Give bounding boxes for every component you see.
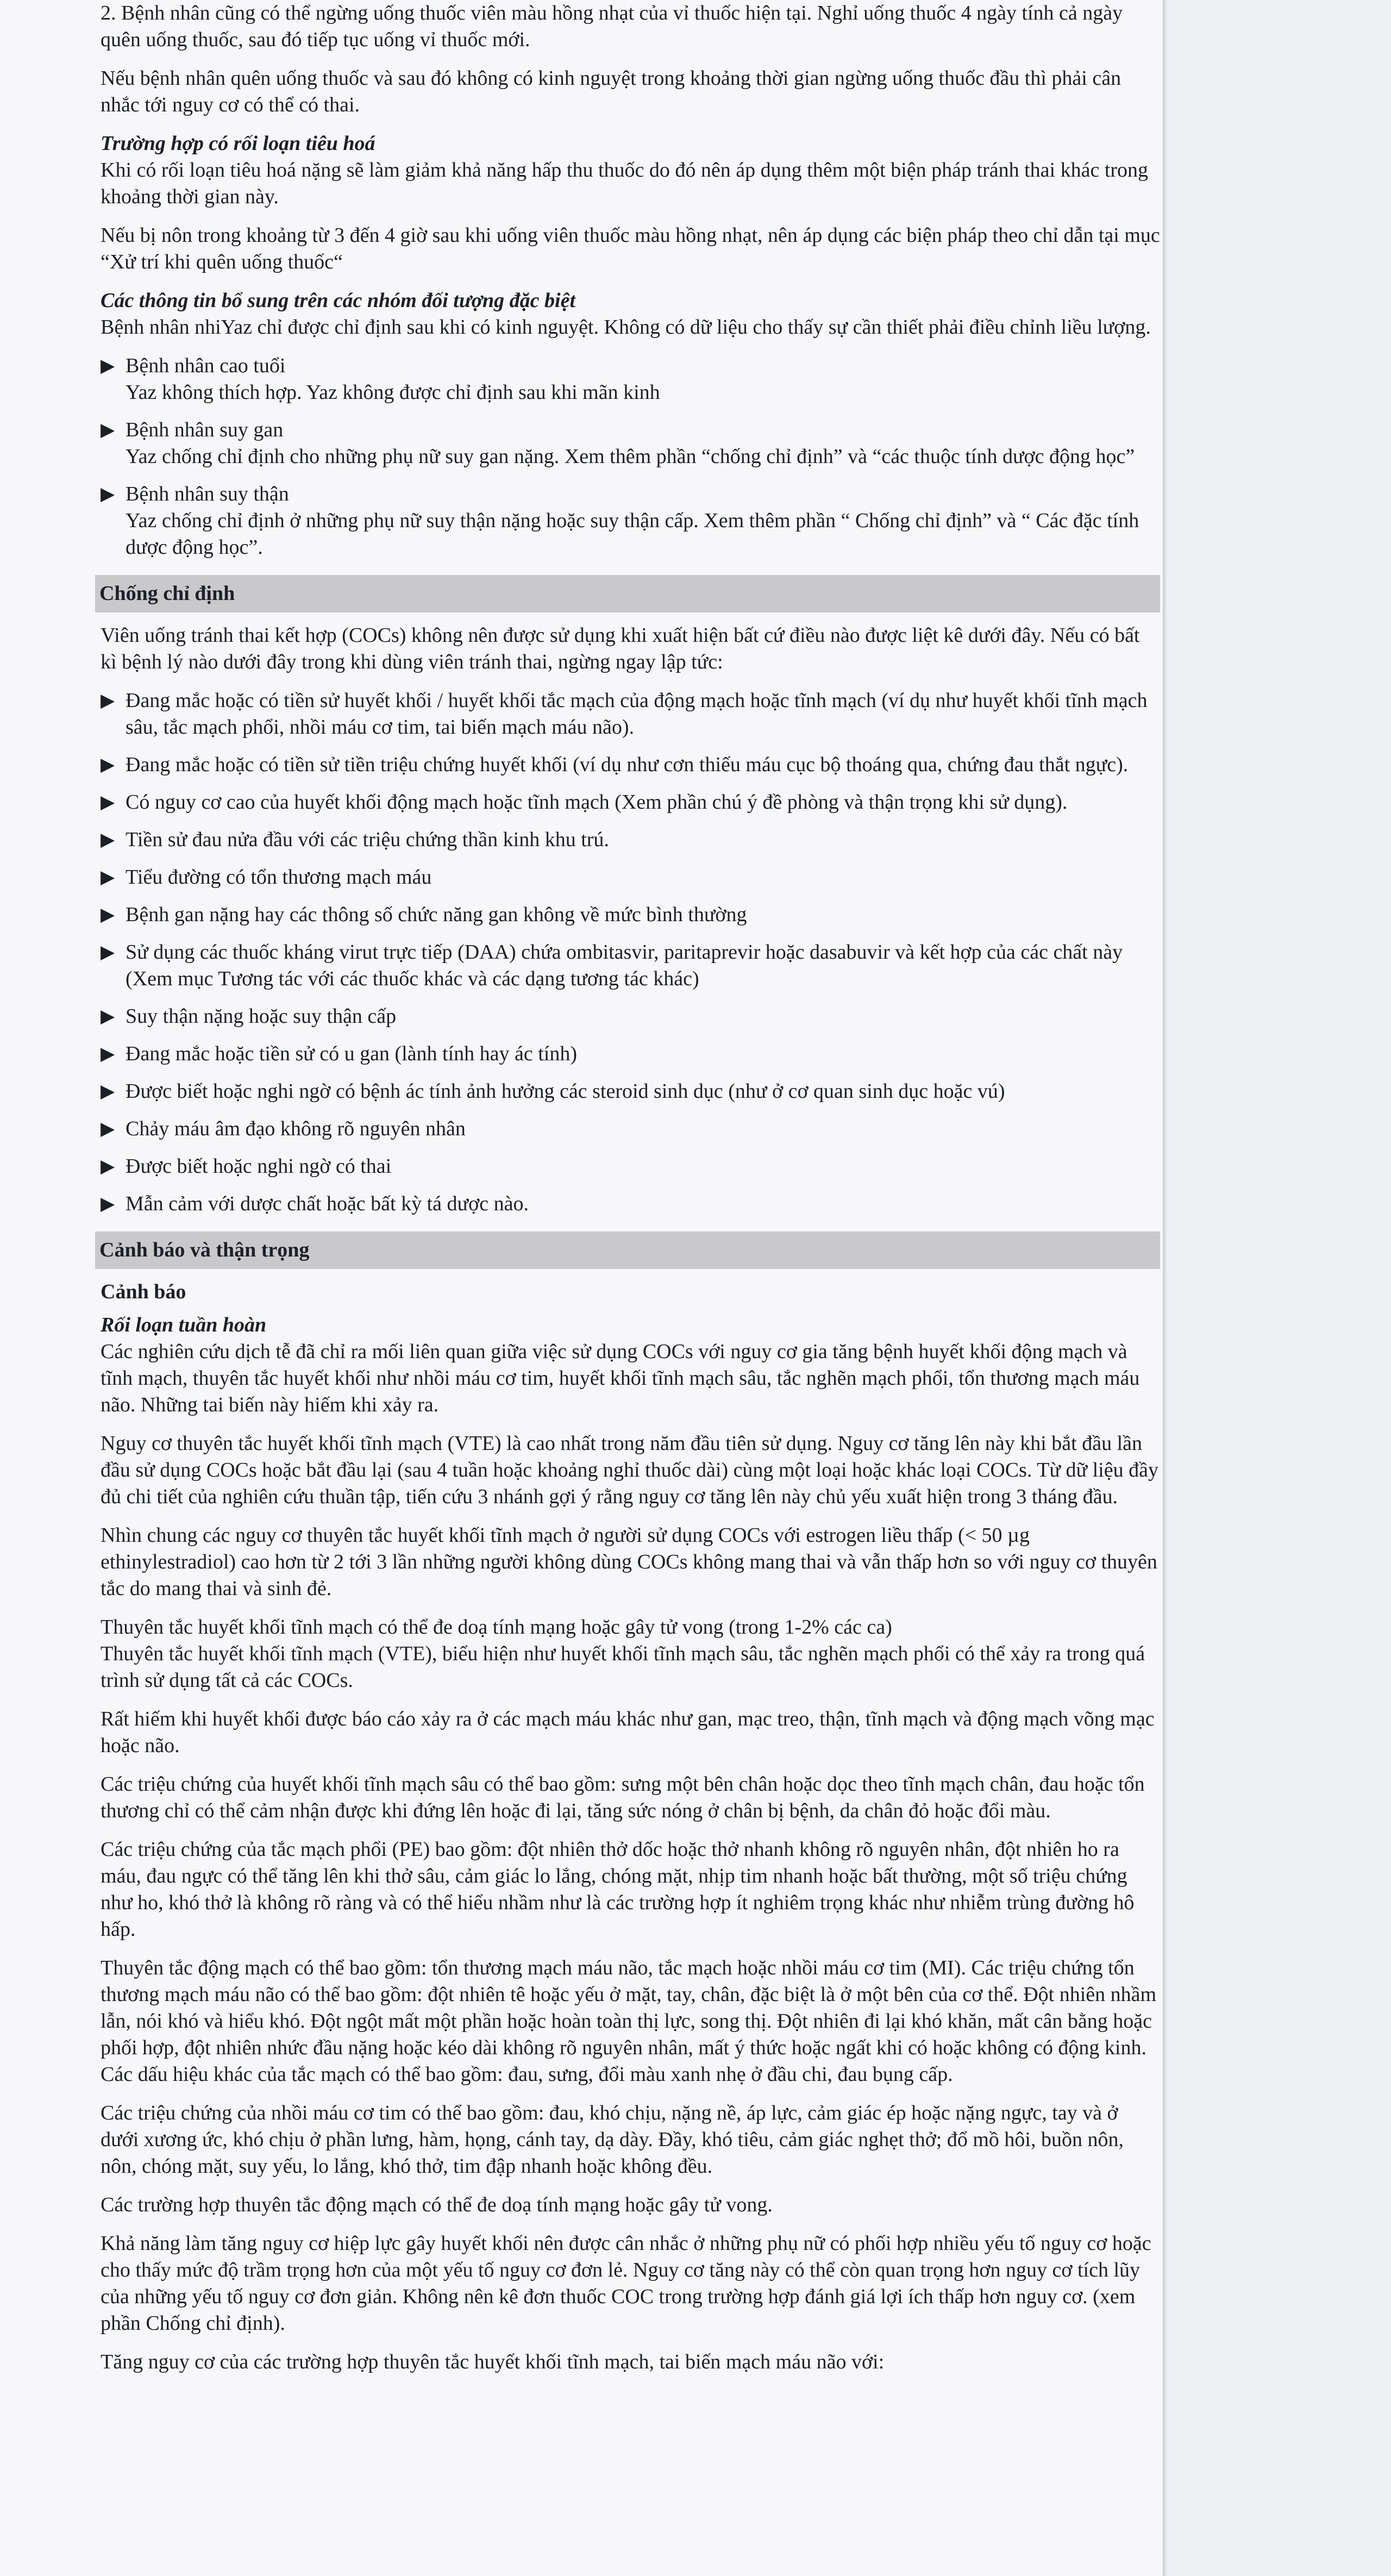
triangle-bullet-icon: ▶ [101, 755, 115, 775]
leaflet-text [101, 0, 1160, 2375]
triangle-bullet-icon: ▶ [101, 830, 115, 850]
triangle-bullet-icon: ▶ [101, 905, 115, 925]
paragraph: Rất hiếm khi huyết khối được báo cáo xảy ra ở các mạch máu khác như gan, mạc treo, thận, tĩnh mạch và động mạch võng mạc hoặc não. [101, 1708, 1155, 1757]
list-item [101, 752, 1160, 778]
list-item [101, 1191, 1160, 1217]
list-item [101, 864, 1160, 891]
list-item [101, 1041, 1160, 1067]
triangle-bullet-icon: ▶ [101, 1081, 115, 1102]
triangle-bullet-icon: ▶ [101, 484, 115, 504]
list-item-text: Đang mắc hoặc có tiền sử tiền triệu chứng huyết khối (ví dụ như cơn thiếu máu cục bộ thoáng qua, chứng đau thắt ngực). [126, 753, 1129, 776]
triangle-bullet-icon: ▶ [101, 356, 115, 376]
triangle-bullet-icon: ▶ [101, 1194, 115, 1214]
list-item [101, 687, 1160, 741]
paragraph: Khả năng làm tăng nguy cơ hiệp lực gây huyết khối nên được cân nhắc ở những phụ nữ có phối hợp nhiều yếu tố nguy cơ hoặc cho thấy mức độ trầm trọng hơn của một yếu tố nguy cơ đơn lẻ. Nguy cơ tăng này có thể còn quan trọng hơn nguy cơ tích lũy của những yếu tố nguy cơ đơn giản. Không nên kê đơn thuốc COC trong trường hợp đánh giá lợi ích thấp hơn nguy cơ. (xem phần Chống chỉ định). [101, 2232, 1151, 2335]
triangle-bullet-icon: ▶ [101, 420, 115, 440]
circulatory-heading: Rối loạn tuần hoàn [101, 1314, 267, 1336]
group-title: Bệnh nhân suy gan [126, 418, 284, 441]
list-item-text: Có nguy cơ cao của huyết khối động mạch hoặc tĩnh mạch (Xem phần chú ý đề phòng và thận trọng khi sử dụng). [126, 791, 1068, 814]
paragraph: Nguy cơ thuyên tắc huyết khối tĩnh mạch (VTE) là cao nhất trong năm đầu tiên sử dụng. Nguy cơ tăng lên này khi bắt đầu lần đầu sử dụng COCs hoặc bắt đầu lại (sau 4 tuần hoặc khoảng nghỉ thuốc dài) cùng một loại hoặc khác loại COCs. Từ dữ liệu đầy đủ chi tiết của nghiên cứu thuần tập, tiến cứu 3 nhánh gợi ý rằng nguy cơ tăng lên này chủ yếu xuất hiện trong 3 tháng đầu. [101, 1432, 1158, 1508]
triangle-bullet-icon: ▶ [101, 1119, 115, 1139]
group-title: Bệnh nhân suy thận [126, 483, 289, 505]
paragraph: Các trường hợp thuyên tắc động mạch có thể đe doạ tính mạng hoặc gây tử vong. [101, 2193, 773, 2216]
paragraph: Bệnh nhân nhiYaz chỉ được chỉ định sau khi có kinh nguyệt. Không có dữ liệu cho thấy sự cần thiết phải điều chỉnh liều lượng. [101, 316, 1151, 339]
list-item [101, 1116, 1160, 1142]
paragraph: 2. Bệnh nhân cũng có thể ngừng uống thuốc viên màu hồng nhạt của vỉ thuốc hiện tại. Nghỉ uống thuốc 4 ngày tính cả ngày quên uống thuốc, sau đó tiếp tục uống vỉ thuốc mới. [101, 2, 1123, 51]
list-item [101, 902, 1160, 928]
list-item-text: Tiểu đường có tổn thương mạch máu [126, 866, 432, 889]
paragraph: Tăng nguy cơ của các trường hợp thuyên tắc huyết khối tĩnh mạch, tai biến mạch máu não với: [101, 2350, 885, 2373]
page-edge-shadow [1163, 0, 1167, 2576]
paragraph: Các triệu chứng của nhồi máu cơ tim có thể bao gồm: đau, khó chịu, nặng nề, áp lực, cảm giác ép hoặc nặng ngực, tay và ở dưới xương ức, khó chịu ở phần lưng, hàm, họng, cánh tay, dạ dày. Đầy, khó tiêu, cảm giác nghẹt thở; đổ mồ hôi, buồn nôn, nôn, chóng mặt, suy yếu, lo lắng, khó thở, tim đập nhanh hoặc không đều. [101, 2102, 1124, 2178]
list-item-text: Được biết hoặc nghi ngờ có bệnh ác tính ảnh hưởng các steroid sinh dục (như ở cơ quan sinh dục hoặc vú) [126, 1080, 1005, 1103]
list-item [101, 939, 1160, 992]
special-group [101, 417, 1160, 470]
paragraph: Nếu bị nôn trong khoảng từ 3 đến 4 giờ sau khi uống viên thuốc màu hồng nhạt, nên áp dụng các biện pháp theo chỉ dẫn tại mục “Xử trí khi quên uống thuốc“ [101, 224, 1160, 273]
triangle-bullet-icon: ▶ [101, 1006, 115, 1027]
list-item [101, 827, 1160, 853]
paragraph: Nhìn chung các nguy cơ thuyên tắc huyết khối tĩnh mạch ở người sử dụng COCs với estrogen liều thấp (< 50 µg ethinylestradiol) cao hơn từ 2 tới 3 lần những người không dùng COCs không mang thai và vẫn thấp hơn so với nguy cơ thuyên tắc do mang thai và sinh đẻ. [101, 1524, 1157, 1600]
special-groups-heading: Các thông tin bổ sung trên các nhóm đối tượng đặc biệt [101, 289, 575, 312]
list-item-text: Chảy máu âm đạo không rõ nguyên nhân [126, 1117, 466, 1140]
group-text: Yaz chống chỉ định cho những phụ nữ suy gan nặng. Xem thêm phần “chống chỉ định” và “các thuộc tính dược động học” [126, 445, 1135, 468]
list-item-text: Đang mắc hoặc có tiền sử huyết khối / huyết khối tắc mạch của động mạch hoặc tĩnh mạch (ví dụ như huyết khối tĩnh mạch sâu, tắc mạch phổi, nhồi máu cơ tim, tai biến mạch máu não). [126, 689, 1148, 739]
contraindications-section-title: Chống chỉ định [95, 575, 1160, 612]
group-title: Bệnh nhân cao tuổi [126, 354, 286, 377]
paragraph: Viên uống tránh thai kết hợp (COCs) không nên được sử dụng khi xuất hiện bất cứ điều nào được liệt kê dưới đây. Nếu có bất kì bệnh lý nào dưới đây trong khi dùng viên tránh thai, ngừng ngay lập tức: [101, 624, 1140, 673]
list-item-text: Sử dụng các thuốc kháng virut trực tiếp (DAA) chứa ombitasvir, paritaprevir hoặc dasabuvir và kết hợp của các chất này (Xem mục Tương tác với các thuốc khác và các dạng tương tác khác) [126, 941, 1123, 990]
list-item-text: Tiền sử đau nửa đầu với các triệu chứng thần kinh khu trú. [126, 828, 609, 851]
triangle-bullet-icon: ▶ [101, 1044, 115, 1064]
paragraph: Các triệu chứng của huyết khối tĩnh mạch sâu có thể bao gồm: sưng một bên chân hoặc dọc theo tĩnh mạch chân, đau hoặc tổn thương chỉ có thể cảm nhận được khi đứng lên hoặc đi lại, tăng sức nóng ở chân bị bệnh, da chân đỏ hoặc đổi màu. [101, 1773, 1145, 1822]
digestive-heading: Trường hợp có rối loạn tiêu hoá [101, 132, 375, 155]
list-item-text: Đang mắc hoặc tiền sử có u gan (lành tính hay ác tính) [126, 1042, 577, 1065]
group-text: Yaz không thích hợp. Yaz không được chỉ định sau khi mãn kinh [126, 381, 660, 404]
group-text: Yaz chống chỉ định ở những phụ nữ suy thận nặng hoặc suy thận cấp. Xem thêm phần “ Chống chỉ định” và “ Các đặc tính dược động học”. [126, 509, 1139, 559]
warnings-section-title: Cảnh báo và thận trọng [95, 1231, 1160, 1269]
list-item [101, 1153, 1160, 1180]
warnings-subheading: Cảnh báo [101, 1280, 186, 1303]
list-item [101, 1003, 1160, 1030]
list-item-text: Suy thận nặng hoặc suy thận cấp [126, 1005, 397, 1028]
special-group [101, 481, 1160, 561]
triangle-bullet-icon: ▶ [101, 691, 115, 711]
triangle-bullet-icon: ▶ [101, 792, 115, 812]
paragraph: Thuyên tắc động mạch có thể bao gồm: tổn thương mạch máu não, tắc mạch hoặc nhồi máu cơ tim (MI). Các triệu chứng tổn thương mạch máu não có thể bao gồm: đột nhiên tê hoặc yếu ở mặt, tay, chân, đặc biệt là ở một bên của cơ thể. Đột nhiên nhầm lẫn, nói khó và hiểu khó. Đột ngột mất một phần hoặc hoàn toàn thị lực, song thị. Đột nhiên đi lại khó khăn, mất cân bằng hoặc phối hợp, đột nhiên nhức đầu nặng hoặc kéo dài không rõ nguyên nhân, mất ý thức hoặc ngất khi có hoặc không có động kinh. Các dấu hiệu khác của tắc mạch có thể bao gồm: đau, sưng, đổi màu xanh nhẹ ở đầu chi, đau bụng cấp. [101, 1956, 1157, 2086]
triangle-bullet-icon: ▶ [101, 867, 115, 887]
paragraph: Các nghiên cứu dịch tễ đã chỉ ra mối liên quan giữa việc sử dụng COCs với nguy cơ gia tăng bệnh huyết khối động mạch và tĩnh mạch, thuyên tắc huyết khối như nhồi máu cơ tim, huyết khối tĩnh mạch sâu, tắc nghẽn mạch phổi, tổn thương mạch máu não. Những tai biến này hiếm khi xảy ra. [101, 1340, 1140, 1416]
paragraph: Nếu bệnh nhân quên uống thuốc và sau đó không có kinh nguyệt trong khoảng thời gian ngừng uống thuốc đầu thì phải cân nhắc tới nguy cơ có thể có thai. [101, 67, 1121, 116]
list-item-text: Mẫn cảm với dược chất hoặc bất kỳ tá dược nào. [126, 1192, 529, 1215]
list-item [101, 1078, 1160, 1105]
list-item-text: Được biết hoặc nghi ngờ có thai [126, 1155, 392, 1178]
list-item [101, 789, 1160, 816]
special-group [101, 353, 1160, 406]
paragraph: Khi có rối loạn tiêu hoá nặng sẽ làm giảm khả năng hấp thu thuốc do đó nên áp dụng thêm một biện pháp tránh thai khác trong khoảng thời gian này. [101, 159, 1149, 208]
triangle-bullet-icon: ▶ [101, 942, 115, 962]
paragraph: Thuyên tắc huyết khối tĩnh mạch có thể đe doạ tính mạng hoặc gây tử vong (trong 1-2% các ca) Thuyên tắc huyết khối tĩnh mạch (VTE), biểu hiện như huyết khối tĩnh mạch sâu, tắc nghẽn mạch phổi có thể xảy ra trong quá trình sử dụng tất cả các COCs. [101, 1616, 1145, 1692]
paragraph: Các triệu chứng của tắc mạch phổi (PE) bao gồm: đột nhiên thở dốc hoặc thở nhanh không rõ nguyên nhân, đột nhiên ho ra máu, đau ngực có thể tăng lên khi thở sâu, cảm giác lo lắng, chóng mặt, nhịp tim nhanh hoặc bất thường, một số triệu chứng như ho, khó thở là không rõ ràng và có thể hiểu nhầm như là các trường hợp ít nghiêm trọng khác như nhiễm trùng đường hô hấp. [101, 1838, 1135, 1941]
list-item-text: Bệnh gan nặng hay các thông số chức năng gan không về mức bình thường [126, 903, 747, 926]
triangle-bullet-icon: ▶ [101, 1156, 115, 1177]
